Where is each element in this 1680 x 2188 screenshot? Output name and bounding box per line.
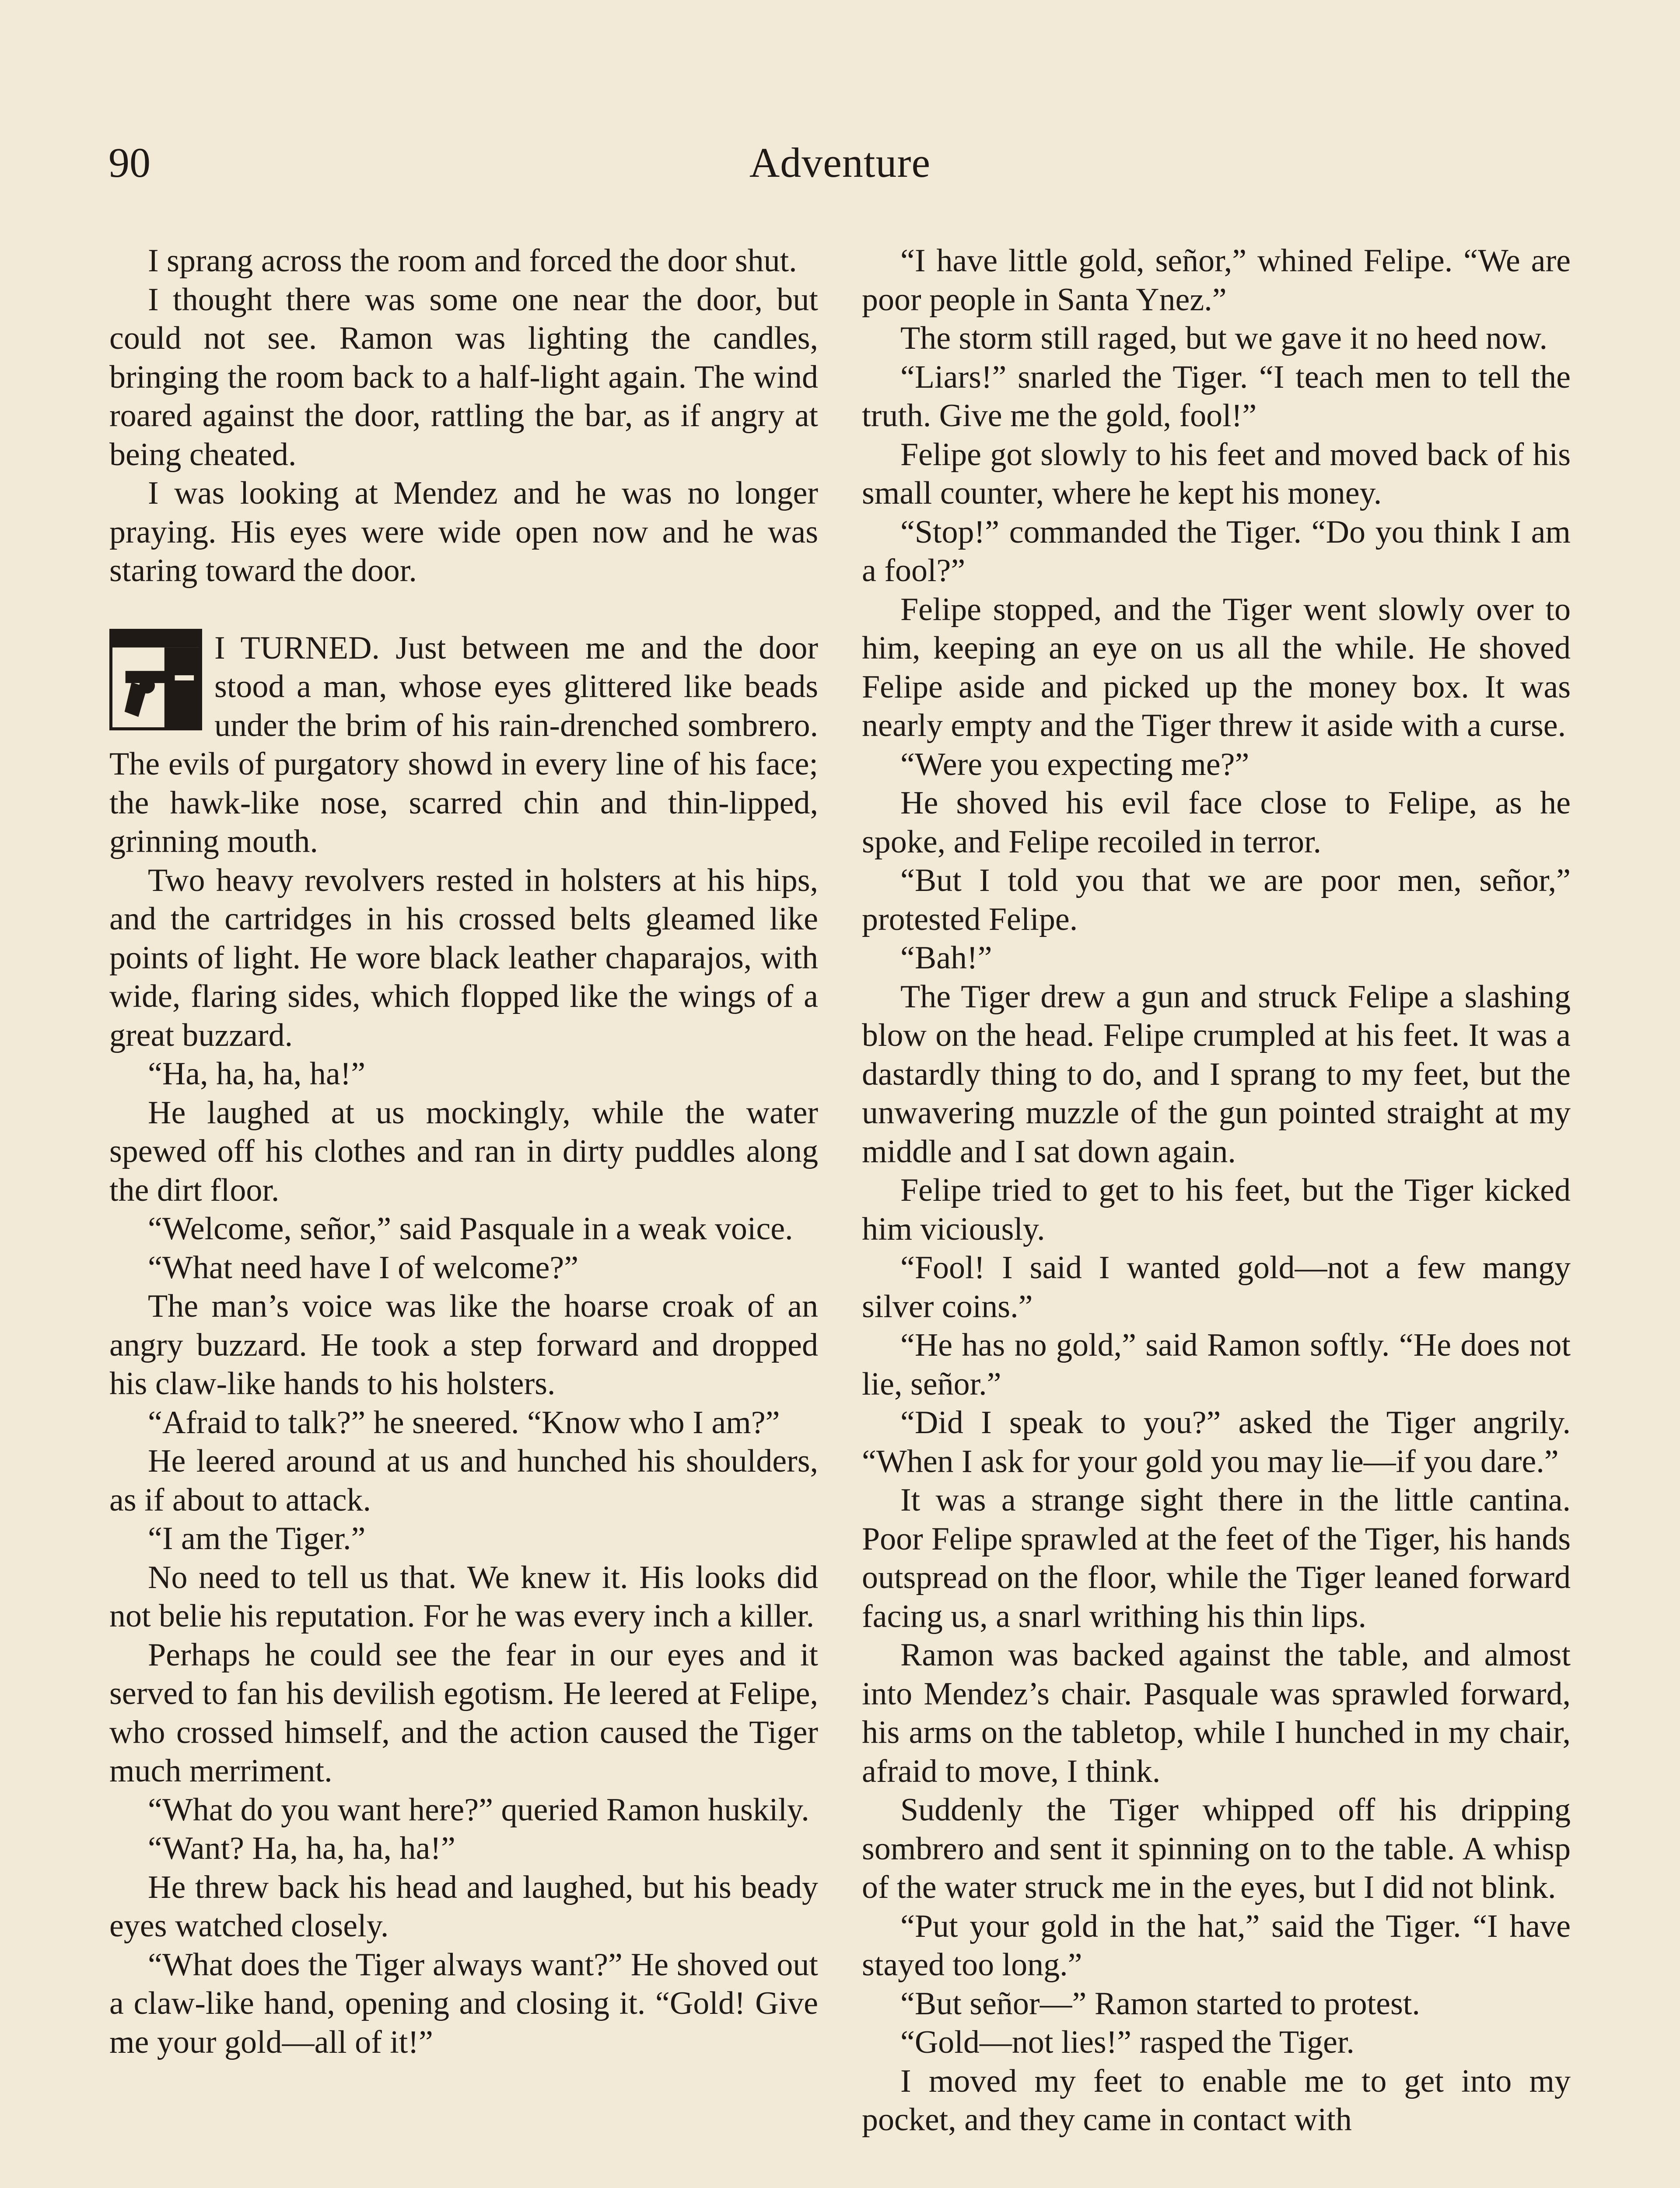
paragraph: “What need have I of welcome?” (148, 1249, 579, 1286)
paragraph: “What do you want here?” queried Ramon huskily. (148, 1792, 809, 1828)
paragraph: The Tiger drew a gun and struck Felipe a slashing blow on the head. Felipe crumpled at his feet. It was a dastardly thing to do, and I sprang to my feet, but the unwavering muzzle of the gun pointed straight at my middle and I sat down again. (862, 978, 1571, 1170)
paragraph: “Ha, ha, ha, ha!” (148, 1056, 366, 1092)
paragraph: Perhaps he could see the fear in our eyes and it served to fan his devilish egotism. He leered at Felipe, who crossed himself, and the action caused the Tiger much merriment. (109, 1637, 818, 1789)
paragraph: The man’s voice was like the hoarse croak of an angry buzzard. He took a step forward and dropped his claw-like hands to his holsters. (109, 1288, 818, 1402)
paragraph: Two heavy revolvers rested in holsters at his hips, and the cartridges in his crossed belts gleamed like points of light. He wore black leather chaparajos, with wide, flaring sides, which flopped like the wings of a great buzzard. (109, 862, 818, 1053)
paragraph: No need to tell us that. We knew it. His looks did not belie his reputation. For he was every inch a killer. (109, 1559, 818, 1634)
paragraph: I thought there was some one near the door, but could not see. Ramon was lighting the candles, bringing the room back to a half-light again. The wind roared against the door, rattling the bar, as if angry at being cheated. (109, 281, 818, 473)
paragraph: Felipe stopped, and the Tiger went slowly over to him, keeping an eye on us all the while. He shoved Felipe aside and picked up the money box. It was nearly empty and the Tiger threw it aside with a curse. (862, 591, 1571, 743)
paragraph: It was a strange sight there in the little cantina. Poor Felipe sprawled at the feet of the Tiger, his hands outspread on the floor, while the Tiger leaned forward facing us, a snarl writhing his thin lips. (862, 1482, 1571, 1634)
paragraph: “Gold—not lies!” rasped the Tiger. (900, 2024, 1354, 2060)
paragraph: Ramon was backed against the table, and almost into Mendez’s chair. Pasquale was sprawled forward, his arms on the tabletop, while I hunched in my chair, afraid to move, I think. (862, 1637, 1571, 1789)
paragraph: I moved my feet to enable me to get into my pocket, and they came in contact with (862, 2063, 1571, 2138)
running-title: Adventure (749, 139, 931, 186)
paragraph: “I am the Tiger.” (148, 1521, 366, 1557)
paragraph: I was looking at Mendez and he was no longer praying. His eyes were wide open now and he was staring toward the door. (109, 475, 818, 589)
paragraph: “Did I speak to you?” asked the Tiger angrily. “When I ask for your gold you may lie—if you dare.” (862, 1405, 1571, 1480)
paragraph: “Liars!” snarled the Tiger. “I teach men to tell the truth. Give me the gold, fool!” (862, 359, 1571, 434)
paragraph: He threw back his head and laughed, but his beady eyes watched closely. (109, 1869, 818, 1944)
paragraph: “Welcome, señor,” said Pasquale in a weak voice. (148, 1211, 793, 1247)
paragraph: He leered around at us and hunched his shoulders, as if about to attack. (109, 1443, 818, 1518)
paragraph: He laughed at us mockingly, while the water spewed off his clothes and ran in dirty puddles along the dirt floor. (109, 1094, 818, 1208)
paragraph: “But señor—” Ramon started to protest. (900, 1985, 1420, 2022)
paragraph: The storm still raged, but we gave it no heed now. (900, 320, 1547, 356)
paragraph: He shoved his evil face close to Felipe, as he spoke, and Felipe recoiled in terror. (862, 785, 1571, 860)
paragraph: I sprang across the room and forced the door shut. (148, 243, 797, 279)
paragraph: Felipe got slowly to his feet and moved back of his small counter, where he kept his money. (862, 436, 1571, 511)
left-column (109, 242, 818, 2062)
paragraph: “He has no gold,” said Ramon softly. “He does not lie, señor.” (862, 1327, 1571, 1402)
right-column (862, 242, 1571, 2139)
paragraph: Felipe tried to get to his feet, but the Tiger kicked him viciously. (862, 1172, 1571, 1247)
paragraph: Suddenly the Tiger whipped off his dripping sombrero and sent it spinning on to the table. A whisp of the water struck me in the eyes, but I did not blink. (862, 1792, 1571, 1905)
paragraph: “Want? Ha, ha, ha, ha!” (148, 1830, 455, 1866)
paragraph: “What does the Tiger always want?” He shoved out a claw-like hand, opening and closing it. “Gold! Give me your gold—all of it!” (109, 1946, 818, 2060)
paragraph: “Afraid to talk?” he sneered. “Know who I am?” (148, 1404, 780, 1441)
paragraph: “Bah!” (900, 940, 992, 976)
paragraph: “Were you expecting me?” (900, 746, 1250, 782)
paragraph: “I have little gold, señor,” whined Felipe. “We are poor people in Santa Ynez.” (862, 243, 1571, 318)
paragraph: “Fool! I said I wanted gold—not a few mangy silver coins.” (862, 1250, 1571, 1325)
revolver-icon (109, 629, 202, 730)
paragraph: “But I told you that we are poor men, señor,” protested Felipe. (862, 863, 1571, 937)
page-number: 90 (108, 139, 150, 186)
paragraph: “Stop!” commanded the Tiger. “Do you think I am a fool?” (862, 514, 1571, 589)
paragraph: “Put your gold in the hat,” said the Tiger. “I have stayed too long.” (862, 1908, 1571, 1983)
paragraph-section-start: I TURNED. Just between me and the door stood a man, whose eyes glittered like beads under the brim of his rain-drenched sombrero. The evils of purgatory showd in every line of his face; the hawk-like nose, scarred chin and thin-lipped, grinning mouth. (109, 630, 818, 859)
